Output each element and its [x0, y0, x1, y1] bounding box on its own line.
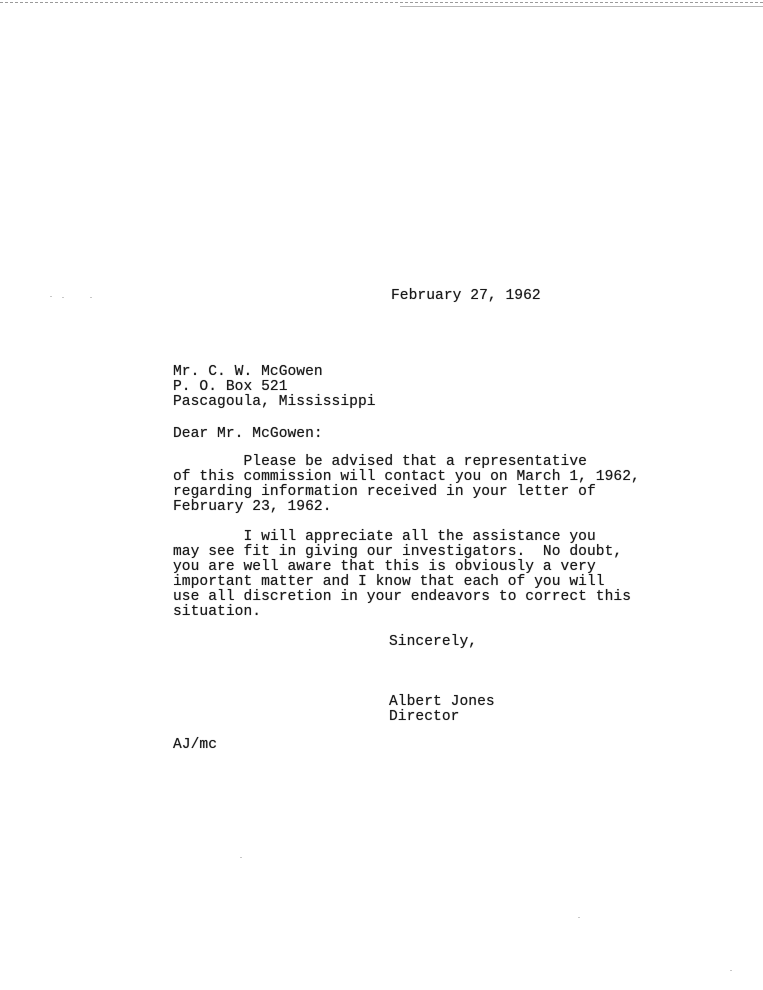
- signer-name: Albert Jones: [389, 694, 495, 710]
- paragraph-line: important matter and I know that each of you will: [173, 574, 605, 590]
- recipient-name: Mr. C. W. McGowen: [173, 364, 323, 380]
- signer-title: Director: [389, 709, 460, 725]
- closing: Sincerely,: [389, 634, 478, 650]
- paragraph-line: situation.: [173, 604, 262, 620]
- scan-speck: [240, 857, 242, 858]
- scan-speck: [62, 297, 64, 298]
- paragraph-line: of this commission will contact you on March 1, 1962,: [173, 469, 640, 485]
- paragraph-line: use all discretion in your endeavors to correct this: [173, 589, 631, 605]
- letter-date: February 27, 1962: [391, 288, 541, 304]
- scan-speck: [578, 917, 580, 918]
- recipient-address-line-2: Pascagoula, Mississippi: [173, 394, 376, 410]
- scan-speck: [730, 970, 732, 971]
- paragraph-line: you are well aware that this is obviously a very: [173, 559, 596, 575]
- page-top-edge-rule: [400, 6, 763, 7]
- recipient-address-line-1: P. O. Box 521: [173, 379, 288, 395]
- scan-speck: [90, 297, 92, 298]
- paragraph-line: may see fit in giving our investigators. No doubt,: [173, 544, 623, 560]
- page-top-edge: [0, 2, 763, 3]
- scan-speck: [50, 296, 52, 297]
- paragraph-line: regarding information received in your letter of: [173, 484, 596, 500]
- typist-initials: AJ/mc: [173, 737, 218, 753]
- salutation: Dear Mr. McGowen:: [173, 426, 323, 442]
- paragraph-line: February 23, 1962.: [173, 499, 332, 515]
- paragraph-line: I will appreciate all the assistance you: [173, 529, 596, 545]
- paragraph-line: Please be advised that a representative: [173, 454, 587, 470]
